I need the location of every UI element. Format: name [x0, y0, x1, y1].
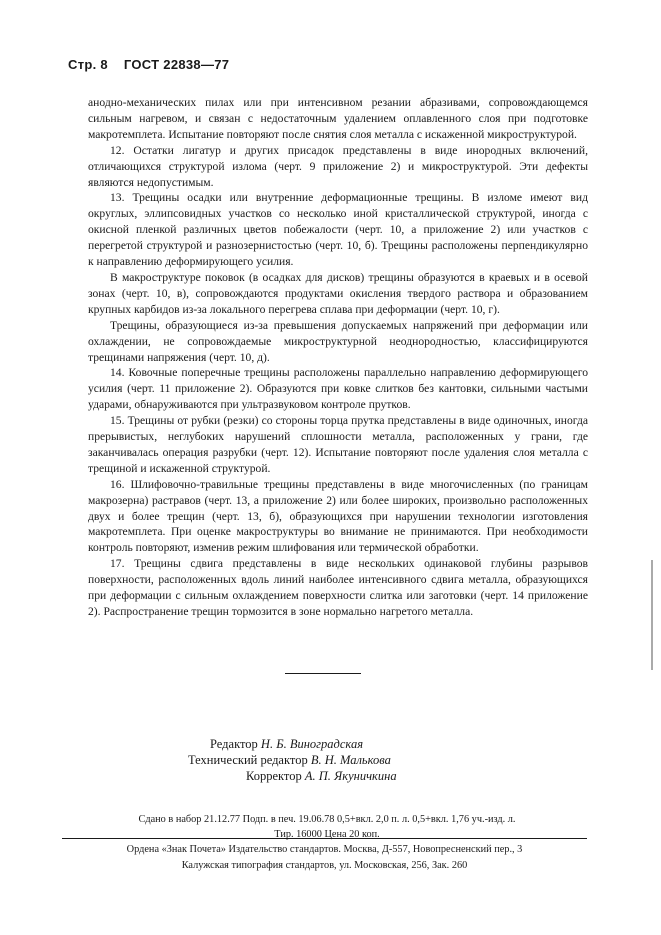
paragraph-13-stress: Трещины, образующиеся из-за превышения допускаемых напряжений при деформации или охлаждении, не сопровождаемые микроструктурной неоднородностью, классифицируются трещинами напряжения (черт. 10, д).: [88, 318, 588, 364]
publisher-line-2: Калужская типография стандартов, ул. Московская, 256, Зак. 260: [181, 860, 468, 871]
standard-code: ГОСТ 22838—77: [123, 57, 230, 72]
publisher-info: [62, 842, 587, 874]
paragraph-13: 13. Трещины осадки или внутренние деформационные трещины. В изломе имеют вид округлых, эллипсовидных участков со несколько иной кристаллической структурой, иногда с окисной пленкой различных цветов побежалости (черт. 10, а приложение 2) или участков с перегретой структурой и разнозернистостью (черт. 10, б). Трещины расположены перпендикулярно к направлению деформирующего усилия.: [88, 191, 588, 269]
imprint-line-1: Сдано в набор 21.12.77 Подп. в печ. 19.06.78 0,5+вкл. 2,0 п. л. 0,5+вкл. 1,76 уч.-изд. л.: [138, 814, 516, 825]
credit-role: Технический редактор: [188, 753, 308, 767]
paragraph-continuation: анодно-механических пилах или при интенсивном резании абразивами, сопровождающемся сильным нагревом, и связан с недостаточным удалением оплавленного слоя при подготовке макротемплета. Испытание повторяют после снятия слоя металла с искаженной микроструктурой.: [88, 96, 588, 141]
paragraph-17: 17. Трещины сдвига представлены в виде нескольких одинаковой глубины разрывов поверхности, расположенных вдоль линий наиболее интенсивного сдвига металла, образующихся при деформации с сильным охлаждением поверхности слитка или заготовки (черт. 14 приложение 2). Распространение трещин тормозится в зоне нормально нагретого металла.: [88, 557, 588, 618]
credit-tech-editor: [188, 752, 488, 768]
page-number: Стр. 8: [68, 57, 108, 72]
paragraph-12: 12. Остатки лигатур и других присадок представлены в виде инородных включений, отличающихся структурой излома (черт. 9 приложение 2) и микроструктурой. Эти дефекты являются недопустимым.: [88, 143, 588, 189]
credit-proofreader: [246, 768, 488, 784]
imprint-divider: [62, 838, 587, 839]
credit-editor: [210, 736, 488, 752]
paragraph-13-forgings: В макроструктуре поковок (в осадках для дисков) трещины образуются в краевых и в осевой зонах (черт. 10, в), сопровождаются продуктами окисления твердого раствора и образованием крупных карбидов из-за локального перегрева сплава при деформации (черт. 10, г).: [88, 270, 588, 316]
credits-block: [188, 736, 488, 784]
credit-name: В. Н. Малькова: [310, 753, 391, 767]
publisher-line-1: Ордена «Знак Почета» Издательство стандартов. Москва, Д-557, Новопресненский пер., 3: [126, 844, 523, 855]
credit-name: Н. Б. Виноградская: [260, 737, 364, 751]
page-header: [68, 57, 229, 72]
scan-edge-mark: [651, 560, 653, 670]
paragraph-15: 15. Трещины от рубки (резки) со стороны торца прутка представлены в виде одиночных, иногда прерывистых, неглубоких нарушений сплошности металла, расположенных у грани, где заканчивалась операция разрубки (черт. 12). Испытание повторяют после удаления слоя металла с трещиной и искаженной структурой.: [88, 414, 588, 475]
credit-role: Корректор: [246, 769, 302, 783]
imprint-line-2: Тир. 16000 Цена 20 коп.: [274, 829, 380, 840]
section-divider: [285, 673, 361, 674]
paragraph-16: 16. Шлифовочно-травильные трещины представлены в виде многочисленных (по границам макрозерна) растравов (черт. 13, а приложение 2) или более широких, произвольно расположенных двух и более трещин (черт. 13, б), образующихся при нарушении технологии изготовления макротемплета. При оценке макроструктуры во внимание не принимаются. При необходимости контроль повторяют, изменив режим шлифования или термической обработки.: [88, 477, 588, 555]
paragraph-14: 14. Ковочные поперечные трещины расположены параллельно направлению деформирующего усилия (черт. 11 приложение 2). Образуются при ковке слитков без кантовки, сильными частыми ударами, обнаруживаются при ультразвуковом контроле прутков.: [88, 366, 588, 412]
credit-name: А. П. Якуничкина: [304, 769, 397, 783]
body-text: [88, 95, 588, 620]
credit-role: Редактор: [210, 737, 258, 751]
